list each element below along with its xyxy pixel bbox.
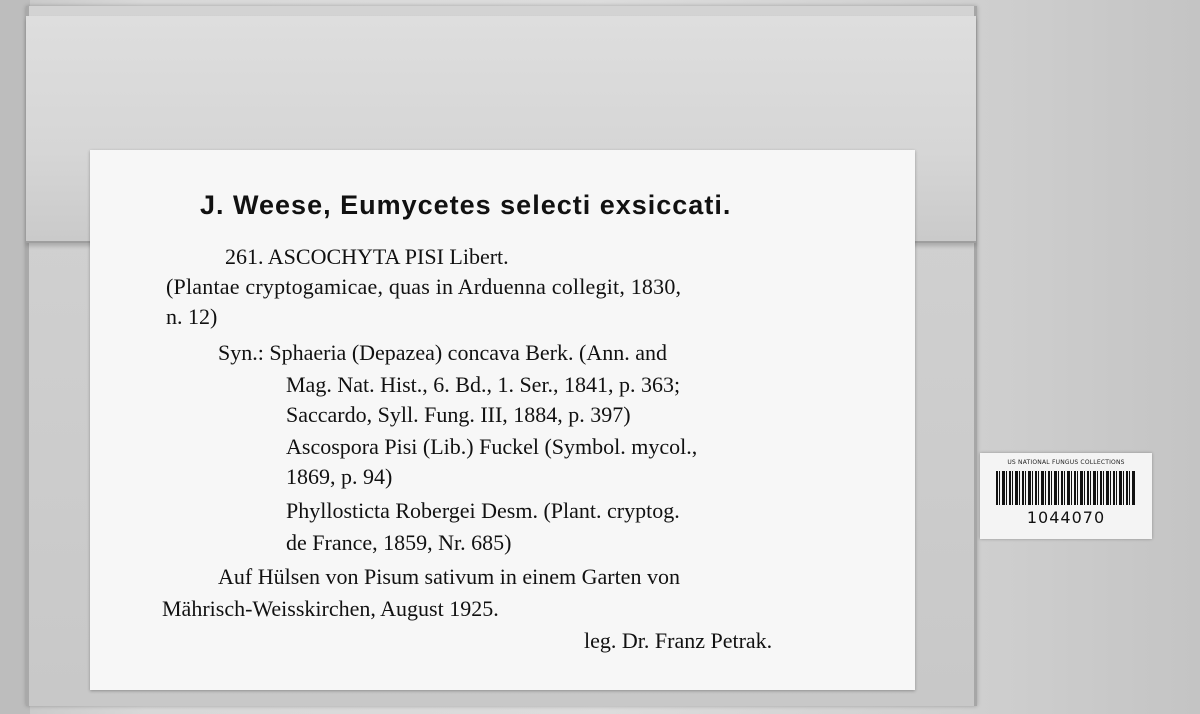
label-line-synonym-1-ref2: Saccardo, Syll. Fung. III, 1884, p. 397): [286, 402, 631, 427]
label-line-collector: leg. Dr. Franz Petrak.: [584, 628, 773, 653]
label-line-synonym-1: Syn.: Sphaeria (Depazea) concava Berk. (Ann. and: [218, 340, 667, 365]
label-line-species: 261. ASCOCHYTA PISI Libert.: [225, 244, 509, 269]
label-line-synonym-1-ref: Mag. Nat. Hist., 6. Bd., 1. Ser., 1841, p. 363;: [286, 372, 681, 397]
barcode-sticker: [980, 453, 1152, 539]
label-line-synonym-2-ref: 1869, p. 94): [286, 464, 393, 489]
label-title: J. Weese, Eumycetes selecti exsiccati.: [200, 190, 732, 220]
label-line-citation: (Plantae cryptogamicae, quas in Arduenna collegit, 1830,: [166, 274, 682, 299]
barcode-icon: [996, 471, 1136, 505]
label-line-citation-cont: n. 12): [166, 304, 218, 329]
label-line-synonym-3-ref: de France, 1859, Nr. 685): [286, 530, 512, 555]
label-line-synonym-3: Phyllosticta Robergei Desm. (Plant. cryptog.: [286, 498, 680, 523]
barcode-header: US NATIONAL FUNGUS COLLECTIONS: [1007, 459, 1125, 466]
label-line-locality-date: Mährisch-Weisskirchen, August 1925.: [162, 596, 499, 621]
exsiccata-label: [90, 150, 915, 690]
label-line-locality: Auf Hülsen von Pisum sativum in einem Garten von: [218, 564, 680, 589]
label-line-synonym-2: Ascospora Pisi (Lib.) Fuckel (Symbol. mycol.,: [286, 434, 698, 459]
barcode-number: 1044070: [1026, 508, 1106, 527]
